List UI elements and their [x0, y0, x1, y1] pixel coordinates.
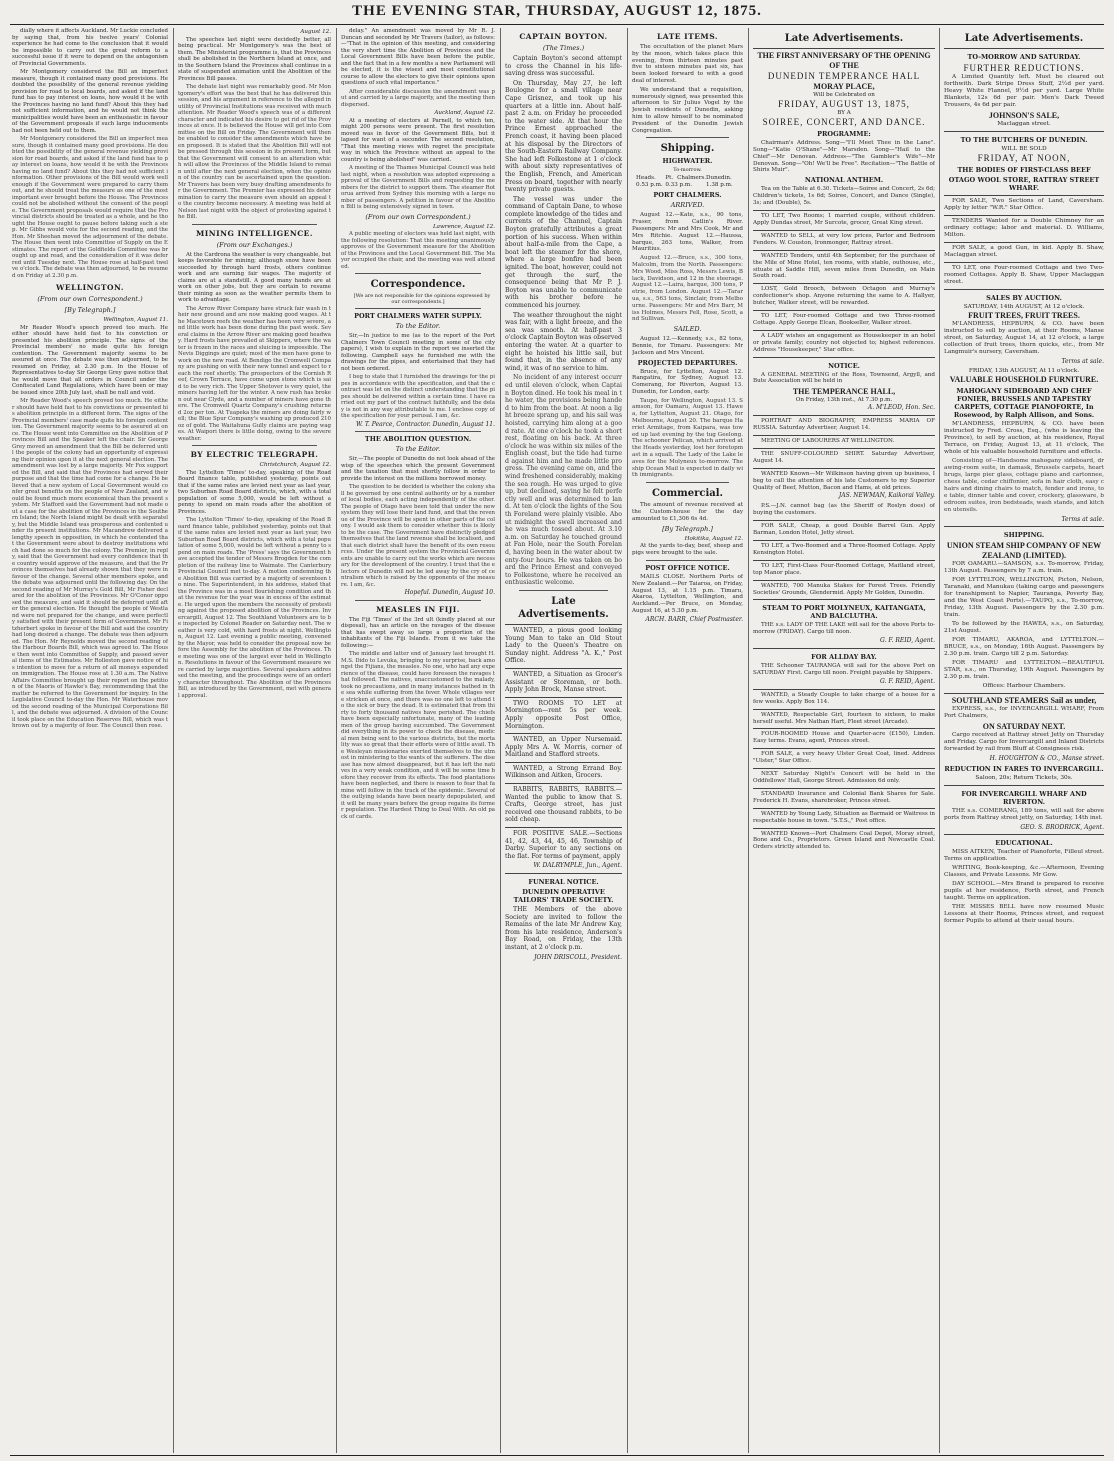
ad-text: WANTED to SELL, at very low prices, Parlor and Bedroom Fenders. W. Couston, Ironmonger, Rattray street. [753, 232, 935, 246]
shipping-text: August 12.—Kennedy, s.s., 82 tons, Bennie, for Timaru. Passengers: Mr Jackson and Mrs Vincent. [632, 336, 743, 356]
ad-text: STANDARD Insurance and Colonial Bank Shares for Sale. Frederick H. Evans, sharebroker, Princes street. [753, 790, 935, 804]
ad-text: TO LET, First-Class Four-Roomed Cottage, Maitland street, top Manor place. [753, 562, 935, 576]
highwater-heads: Heads. 0.53 p.m. [636, 175, 663, 189]
article-text: The vessel was under the command of Captain Dane, to whose complete knowledge of the tides and currents of the Channel, Captain Boyton gratefully attributes a great portion of his success. When within about half-a-mile from the Cape, a boat left the steamer for the shore, where a large bonfire had been ignited. The boat, however, could not get through the surf, the consequence being that Mr P. J. Boyton was unable to communicate with his brother before he commenced his journey. [505, 195, 622, 309]
display-ad [753, 357, 935, 413]
ad-text: TO LET, Four-roomed Cottage and two Three-roomed Cottage. Apply George Elcan, Bookseller, Walker street. [753, 313, 935, 326]
article-text: Mr Montgomery considered the Bill an imperfect measure, though it contained many good provisions. He doubted the possibility of the general revenue yielding provision for road to local boards, and asked if the land fund has to pay interest on loans, how would it be with the Provinces having no land fund? About this they had not sufficient information, and he would not think the municipalities would have been an enthusiastic in favour of the Government proposals if such large inducements had not been held out to them. [12, 69, 168, 134]
ad-text: MISS AITKEN, Teacher of Pianoforte, Filleul street. Terms on application. [944, 849, 1104, 862]
ad-heading: SHIPPING. [1003, 531, 1045, 539]
article-filler: August 12.—Bruce, s.s., 300 tons, Malcolm, from the North. Passengers: Mrs Wood, Miss Ross, Messrs Lewis, Black, Davidson, and 12 in the steerage. August 12.—Laira, barque, 300 tons, Petrie, from London. August 12.—Tararua, s.s., 563 tons, Sinclair, from Melbourne. Passengers: Mr and Mrs Barr, Miss Holmes, Messrs Fell, Rose, Scott, and Sullivan. [632, 255, 743, 323]
ad-text: Will be Celebrated on [813, 92, 875, 98]
article-text: The speeches last night were decidedly better, all being practical. Mr Montgomery's was the best of them. The Ministerial programme is, that the Provinces shall be abolished in the Northern Island at once, and in the Southern Island the Provinces shall continue in a state of suspended animation until the Abolition of the Provinces Bill passes. [178, 36, 331, 82]
classified-ad [753, 310, 935, 327]
section-heading: PORT CHALMERS WATER SUPPLY. [354, 312, 482, 320]
classified-ad [944, 215, 1104, 239]
classified-ad [753, 560, 935, 577]
ad-heading: UNION STEAM SHIP COMPANY OF NEW ZEALAND (LIMITED). [946, 541, 1102, 560]
subsection-label: SAILED. [673, 325, 702, 334]
divider [355, 600, 481, 601]
display-ad [753, 648, 935, 686]
section-heading: Correspondence. [370, 279, 466, 290]
classified-ad [753, 468, 935, 517]
subsection-label: ARRIVED. [670, 201, 705, 210]
article-filler: A meeting of the Thames Municipal Council was held last night, when a resolution was adopted expressing approval of the Government Bills and requesting the members for the district to support them. The steamer Rotorua arrived from Sydney this morning with a large number of passengers. A petition in favour of the Abolition Bill is being extensively signed in town. [341, 165, 495, 210]
ad-text: THE SNUFF-COLOURED SHIRT. Saturday Advertiser, August 14. [753, 450, 935, 464]
letter-signature: W. T. Pearce, Contractor. Dunedin, August 11. [355, 420, 495, 428]
subsection-heading: PORT CHALMERS. [653, 191, 722, 200]
section-subheading: (From our own Correspondent.) [37, 295, 143, 303]
ad-heading: THE BODIES OF FIRST-CLASS BEEF [957, 166, 1091, 174]
classified-ad [505, 668, 622, 694]
ad-text: Cargo received at Rattray street Jetty on Thursday and Friday. Cargo for Invercargill and Inland Districts forwarded by rail from Bluff at Consignees risk. [944, 732, 1104, 752]
ad-text: FRIDAY, 13th AUGUST, At 11 o'clock. [968, 368, 1080, 374]
column-7 [944, 28, 1104, 1453]
subsection-heading: HIGHWATER. [662, 157, 713, 166]
ad-heading: FUNERAL NOTICE. [528, 878, 599, 886]
ad-text: WANTED Known—Port Chalmers Coal Depot, Moray street, Bone and Co., Proprietors. Green Island and Newcastle Coal. Orders strictly attended to. [753, 830, 935, 851]
ad-text: WANTED, a Steady Couple to take charge of a house for a few weeks. Apply Box 114. [753, 691, 935, 705]
masthead-title: THE EVENING STAR, THURSDAY, AUGUST 12, 1875. [352, 3, 762, 19]
classified-ad [753, 520, 935, 537]
ad-text: FOR SALE, Two Sections of Land, Caversham. Apply by letter "W.R." Star Office. [944, 198, 1104, 211]
classified-ad [753, 210, 935, 227]
section-heading: MINING INTELLIGENCE. [195, 228, 314, 238]
dateline: Wellington, August 11. [103, 317, 168, 323]
classified-ad [753, 709, 935, 726]
ad-text: TO LET, a Two-Roomed and a Three-Roomed Cottage. Apply Kensington Hotel. [753, 542, 935, 556]
ad-text: LOST, Gold Brooch, between Octagon and Murray's confectioner's shop. Anyone returning the same to A. Hallyer, butcher, Walker street, will be rewarded. [753, 286, 935, 307]
display-ad [944, 834, 1104, 925]
article-text: Sir,—In justice to me (as to the report of the Port Chalmers Town Council meeting in some of the city papers), I wish to explain in the report we inserted the following. Campbell says he furnished me with the drawings for the pipes, and entertained that they had not been ordered. [341, 333, 495, 372]
ad-signature: GEO. S. BRODRICK, Agent. [1020, 824, 1104, 831]
dateline: August 12. [300, 29, 331, 35]
subsection-label: [By Telegraph.] [662, 524, 713, 533]
ad-heading: DUNEDIN TEMPERANCE HALL [767, 71, 921, 81]
ad-text: P.S.—J.N. cannot bag (as the Sheriff of Roslyn does) of buying the customers. [753, 503, 935, 517]
ad-text: WANTED, a Situation as Grocer's Assistant or Storeman, or both. Apply John Brock, Manse street. [505, 670, 622, 694]
ad-text: WANTED, 700 Manuka Stakes for Forest Trees. Friendly Societies' Grounds, Glendermid. Apply Mr Golden, Dunedin. [753, 582, 935, 596]
column-divider [500, 28, 501, 1453]
ad-signature: Terms at sale. [1061, 516, 1104, 523]
editorial-note: [We are not responsible for the opinions expressed by our correspondents.] [353, 293, 491, 305]
ad-heading: ON SATURDAY NEXT. [982, 722, 1066, 731]
ad-heading: EDUCATIONAL. [995, 839, 1053, 847]
ad-text: WANTED, a Strong Errand Boy. Wilkinson and Aitken, Grocers. [505, 764, 622, 780]
ad-heading: OTAGO WOOL STORE, RATTRAY STREET WHARF. [948, 176, 1100, 192]
column-6 [753, 28, 935, 1453]
article-text: dially where it affects Auckland. Mr Luckie concluded by saying that, from his twelve years' Colonial experience he had come to the conclusion that it would be impossible to carry out the great reform to a successful issue if it were to depend on the antagonism of Provincial Governments. [12, 28, 168, 67]
article-text: We understand that a requisition, numerously signed, was presented this afternoon to Sir Julius Vogel by the Jewish residents of Dunedin, asking him to allow himself to be nominated President of the Dunedin Jewish Congregation. [632, 86, 743, 134]
ad-heading: SALES BY AUCTION. [986, 294, 1062, 302]
section-subheading: (From our Exchanges.) [216, 240, 293, 249]
classified-ad [753, 250, 935, 281]
ad-text: THE Members of the above Society are invited to follow the Remains of the late Mr Andrew Kay, from his late residence, Anderson's Bay Road, on Friday, the 13th instant, at 2 o'clock p.m. [505, 906, 622, 951]
ad-text: FOR TIMARU and LYTTELTON.—BEAUTIFUL STAR, s.s., on Thursday, 19th August. Passengers by 2.30 p.m. train. [944, 660, 1104, 680]
ad-heading: MORAY PLACE, [813, 82, 875, 91]
article-text: The Lyttelton 'Times' to-day, speaking of the Road Board finance table, published yesterday, points out that if the same rates are levied next year as last year, two Suburban Road Board districts, which, with a total population of some 5,000, would be left without a penny to spend on main roads after the abolition of Provinces. [178, 469, 331, 515]
divider [192, 224, 317, 225]
divider [646, 137, 729, 138]
classified-ad [753, 828, 935, 852]
highwater-port: Pt. Chalmers. 0.33 p.m. [665, 175, 707, 189]
section-subheading: [By Telegraph.] [64, 306, 116, 314]
section-subheading: To the Editor. [395, 322, 441, 330]
display-ad [944, 289, 1104, 523]
ad-text: Maclaggan street. [997, 121, 1051, 127]
masthead [0, 0, 1114, 22]
classified-ad [753, 728, 935, 745]
ad-subheading: PROGRAMME: [817, 129, 871, 138]
footer-rule [10, 1455, 1104, 1456]
ad-text: WANTED, Respectable Girl, fourteen to sixteen, to make herself useful. Mrs Nathan Hart, Fleet street (Arcade). [753, 711, 935, 725]
article-filler: I beg to state that I furnished the drawings for the pipes in accordance with the specification, and that the contract was let on the distinct understanding that the pipes should be delivered within a certain time. I have carried out my part of the contract faithfully, and the delay is not in any way attributable to me. I enclose copy of the specification for your perusal. I am, &c. [341, 374, 495, 419]
classified-ad [753, 748, 935, 765]
ad-text: TENDERS Wanted for a Double Chimney for an ordinary cottage; labor and material. D. Williams, Milton. [944, 218, 1104, 238]
ad-signature: A. M'LEOD, Hon. Sec. [867, 404, 935, 412]
masthead-rule [10, 24, 1104, 25]
ad-text: DAY SCHOOL.—Mrs Brand is prepared to receive pupils at her residence, Forth street, and French taught. Terms on application. [944, 881, 1104, 901]
classified-ad [753, 580, 935, 597]
ad-heading: FRUIT TREES, FRUIT TREES. [968, 311, 1080, 320]
divider [355, 308, 481, 309]
ad-heading: FOR INVERCARGILL WHARF AND RIVERTON. [961, 790, 1087, 806]
ad-text: THE s.s. COMERANG, 189 tons, will sail for above ports from Rattray street jetty, on Saturday, 14th inst. [944, 808, 1104, 821]
article-filler: Consisting of—Handsome mahogany sideboard, drawing-room suite, in damask, Brussels carpets, hearthrugs, large pier glass, cottage piano and cartonnee, chess table, cedar chiffonier, sofa in hair cloth, easy chairs and dining chairs to match, fender and irons, toe table, dinner table and cover, crockery, glassware, bedroom suites, iron bedsteads, wash stands, and kitchen utensils. [944, 458, 1104, 513]
subsection-heading: POST OFFICE NOTICE. [645, 564, 730, 573]
classified-ad [753, 788, 935, 805]
classified-ad [944, 195, 1104, 212]
ad-text: M'LANDRESS, HEPBURN, & CO. have been instructed by Fred. Cross, Esq., (who is leaving the Province), to sell by auction, at his residence, Royal Terrace, on Friday, August 13, at 11 o'clock, The whole of his valuable household furniture and effects. [944, 421, 1104, 455]
ad-text: THE s.s. LADY OF THE LAKE will sail for the above Ports to-morrow (FRIDAY). Cargo till noon. [753, 622, 935, 636]
ad-text: WILL BE SOLD [1001, 146, 1047, 152]
classified-ad [505, 827, 622, 870]
classified-ad [505, 762, 622, 780]
article-filler: Mr Montgomery considered the Bill an imperfect measure, though it contained many good provisions. He doubted the possibility of the general revenue yielding provision for road boards, and asked if the land fund has to pay interest on loans, how would it be with the Provinces having no land fund? About this they had not sufficient information. Other provisions of the Bill would work well enough if the Government were prepared to carry them out, and he should treat the measure as one of the most important ever brought before the House. The Provinces could not be abolished without the consent of the people. The Government proposals would require that the Provincial districts should be treated as a whole, and he thought the House ought to pause before taking such a step. Mr Gibbs would vote for the second reading, and the Hon. Mr Sheehan moved the adjournment of the debate. The House then went into Committee of Supply on the Estimates. The report of the Goldfields Committee was brought up and read, and the consideration of it was deferred until Tuesday next. The House rose at half-past twelve o'clock. The debate was then adjourned, to be resumed on Friday at 2.30 p.m. [12, 136, 168, 279]
section-heading: Late Advertisements. [784, 33, 904, 44]
ad-heading: TO THE BUTCHERS OF DUNEDIN. [960, 136, 1088, 144]
section-heading: WELLINGTON. [55, 283, 125, 292]
article-text: The weather throughout the night was fair, with a light breeze, and the sea was smooth. At half-past 3 o'clock Captain Boyton was observed entering the water. At a quarter to eight he hoisted his little sail, but found that, in the absence of any wind, it was of no service to him. [505, 311, 622, 372]
ad-heading: MAHOGANY SIDEBOARD AND CHEF FONIER, BRUSSELS AND TAPESTRY CARPETS, COTTAGE PIANOFORTE, In Rosewood, by Ralph Allison, and Sons. [953, 387, 1095, 419]
post-signature: ARCH. BARR, Chief Postmaster. [645, 615, 743, 623]
column-divider [627, 28, 628, 1453]
ad-text: TO LET, one Four-roomed Cottage and two Two-roomed Cottages. Apply B. Shaw, Upper Maclaggan street. [944, 265, 1104, 285]
section-heading: MEASLES IN FIJI. [376, 604, 460, 614]
classified-ad [505, 624, 622, 665]
classified-ad [753, 448, 935, 465]
ad-text: FOUR-ROOMED House and Quarter-acre (£150), Linden. Easy terms. Evans, agent, Princes street. [753, 731, 935, 745]
divider [646, 560, 729, 561]
ad-heading: NOTICE. [828, 361, 860, 370]
ad-heading: THE TEMPERANCE HALL, [792, 387, 896, 397]
ad-text: FOR SALE, Cheap, a good Double Barrel Gun. Apply Barman, London Hotel, Jetty street. [753, 523, 935, 537]
section-subheading: (From our own Correspondent.) [365, 212, 471, 221]
ad-heading: STEAM TO PORT MOLYNEUX, KAITANGATA, AND BALCLUTHA. [762, 604, 926, 621]
divider [355, 273, 481, 274]
ad-text: WANTED, an Upper Nursemaid. Apply Mrs A. W. Morris, corner of Maitland and Stafford streets. [505, 736, 622, 759]
section-heading: LATE ITEMS. [657, 32, 718, 41]
ad-text: WANTED, a pious good looking Young Man to take an Old Stout Lady to the Queen's Theatre on Sunday night. Address "A. K.," Post Office. [505, 626, 622, 665]
ad-text: To be followed by the HAWEA, s.s., on Saturday, 21st August. [944, 621, 1104, 634]
commercial-text: The amount of revenue received at the Custom-house for the day amounted to £1,306 6s 4d. [632, 502, 743, 522]
classified-ad [753, 230, 935, 247]
classified-ad [753, 540, 935, 557]
classified-ad [505, 697, 622, 730]
dateline: Hokitika, August 12. [684, 535, 743, 542]
ad-text: MEETING OF LABOURERS AT WELLINGTON. [761, 438, 895, 444]
section-heading: BY ELECTRIC TELEGRAPH. [190, 450, 319, 459]
classified-ad [505, 873, 622, 961]
column-divider [748, 28, 749, 1453]
ad-text: FOR SALE, a good Gun, in kid. Apply B. Shaw, Maclaggan street. [944, 245, 1104, 258]
article-filler: Taupo, for Wellington, August 13. Samson, for Oamaru, August 13. Hawea, for Lyttelton, August 21. Otago, for Melbourne, August 20. The barque Harriet Armitage, from Kaipara, was towed up last evening by the tug Geelong. The schooner Pelican, which arrived at the Heads yesterday, lost her foretopmast in a squall. The Lady of the Lake leaves for the Molyneux to-morrow. The ship Ocean Mail is expected in daily with immigrants. [632, 397, 743, 479]
ad-heading: SOUTHLAND STEAMERS Sail as under, [951, 696, 1097, 705]
article-filler: The Arrow River Company have struck fair wash in their new ground and are now making good wages. At the Macetown reefs the weather has been very severe, and little work has been done during the past week. Several claims in the Arrow River are making good headway. Hard frosts have prevailed at Skippers, where the water is frozen in the races and sluicing is impossible. The Nevis Diggings are quiet; most of the men have gone to work on the new road. At Bendigo the Cromwell Company are pushing on with their new tunnel and expect to reach the reef shortly. The prospectors of the Cornish Reef, Crown Terrace, have come upon stone which is said to be very rich. The Upper Shotover is very quiet, the miners having left for the winter. A new rush has broken out near Clyde, and a number of miners have gone there. The Cromwell Quartz Company's crushing returned 2oz per ton. At Tuapeka the miners are doing fairly well; the Blue Spur Company's washing up produced 210oz of gold. The Waitahuna Gully claims are paying wages. At Waipori there is little doing, owing to the severe weather. [178, 305, 331, 442]
article-filler: After considerable discussion the amendment was put and carried by a large majority, and the meeting then dispersed. [341, 88, 495, 108]
article-text: The Fiji 'Times' of the 3rd ult (kindly placed at our disposal), has an article on the ravages of the disease that has swept away so large a proportion of the inhabitants of the Fiji Islands. From it we take the following:— [341, 616, 495, 649]
ad-signature: W. DALRYMPLE, Jun., Agent. [533, 862, 622, 870]
post-text: MAILS CLOSE. Northern Ports of New Zealand.—Per Taiaroa, on Friday, August 13, at 1.15 p.m. Timaru, Akaroa, Lyttelton, Wellington, and Auckland.—Per Bruce, on Monday, August 16, at 5.30 p.m. [632, 574, 743, 615]
ad-subheading: NATIONAL ANTHEM. [804, 176, 884, 185]
article-filler: No incident of any interest occurred until eleven o'clock, when Captain Boyton dined. He took his meal in the water, the provisions being handed to him from the boat. At noon a light breeze sprang up, and his sail was hoisted, carrying him along at a good rate. At one o'clock he took a short rest, floating on his back. At three o'clock he was within six miles of the English coast, but the tide had turned against him and he made little progress. The evening came on, and the wind freshened considerably, making the sea rough. He was urged to give up, but declined, saying he felt perfectly well and was determined to land. At ten o'clock the lights of the South Foreland were plainly visible. About midnight the swell increased and he was much tossed about. At 3.10 a.m. on Saturday he touched ground at Fan Hole, near the South Foreland, having been in the water about twenty-four hours. He was taken on board the Prince Ernest and conveyed to Folkestone, where he received an enthusiastic welcome. [505, 374, 622, 587]
dateline: Lawrence, August 12. [432, 223, 495, 230]
classified-ad [753, 768, 935, 785]
classified-ad [944, 242, 1104, 259]
article-text: The occultation of the planet Mars by the moon, which takes place this evening, from thirteen minutes past five to sixteen minutes past six, has been looked forward to with a good deal of interest. [632, 44, 743, 84]
article-filler: The question to be decided is whether the colony shall be governed by one central authority or by a number of local bodies, each acting independently of the other. The people of Otago have been told that under the new system they will lose their land fund, and that the revenue of the Province will be spent in other parts of the colony. I would ask them to consider whether this is likely to be the case. The Government have distinctly pledged themselves that the land revenue shall be localised, and that each district shall have the benefit of its own resources. Under the present system the Provincial Governments are unable to carry out the works which are necessary for the development of the country. I trust that the electors of Dunedin will not be led away by the cry of centralism which is raised by the opponents of the measure. I am, &c. [341, 484, 495, 588]
article-text: delay." An amendment was moved by Mr R. J. Duncan and seconded by Mr Travers (tailor), as follows:—"That in the opinion of this meeting, and considering the very short time the Abolition of Provinces and the Local Government Bills have been before the public, and the fact that in a few months a new Parliament will be elected, it is the wisest and most constitutional course to allow the electors to give their opinions upon questions of such vital importance." [341, 28, 495, 86]
divider [646, 482, 729, 483]
ad-heading: DUNEDIN OPERATIVE TAILORS' TRADE SOCIETY. [513, 888, 614, 904]
ad-text: THE MISSES BELL have now resumed Music Lessons at their Rooms, Princes street, and request former Pupils to attend at their usual hours. [944, 904, 1104, 924]
ad-text: M'LANDRESS, HEPBURN, & CO. have been instructed to sell by auction, at their Rooms, Manse street, on Saturday, August 14, at 12 o'clock, a large collection of fruit trees, thorn quicks, etc., from Mr Langmuir's nursery, Caversham. [944, 321, 1104, 355]
ad-heading: VALUABLE HOUSEHOLD FURNITURE. [949, 375, 1099, 384]
shipping-text: August 12.—Kate, s.s., 90 tons, Fraser, from Catlin's River. Passengers: Mr and Mrs Cook, Mr and Mrs Ritchie. August 12.—Haussa, barque, 263 tons, Walker, from Mauritius. [632, 212, 743, 253]
ad-text: SATURDAY, 14th AUGUST, At 12 o'clock. [963, 304, 1085, 310]
display-ad [944, 526, 1104, 690]
article-filler: The Lyttelton 'Times' to-day, speaking of the Road Board finance table, published yesterday, points out that if the same rates are levied next year as last year, two Suburban Road Board districts, which with a total population of some 5,000, would be left without a penny to spend on main roads. The 'Press' says the Government have accepted the tender of Messrs Brogden for the completion of the railway line to Waimate. The Canterbury Provincial Council met to-day. A motion condemning the Abolition Bill was carried by a majority of seventeen to nine. The Superintendent, in his address, stated that the Province was in a most flourishing condition and that the revenue for the year was in excess of the estimate. He urged upon the members the necessity of protesting against the proposed abolition of the Provinces. Invercargill, August 12. The Southland Volunteers are to be inspected by Colonel Reader on Saturday next. The weather is very cold, with hard frosts at night. Wellington, August 12. Last evening a public meeting, convened by the Mayor, was held to consider the proposal now before the Assembly for the abolition of the Provinces. The meeting was one of the largest ever held in Wellington. Resolutions in favour of the Government measure were carried by large majorities. Several speakers addressed the meeting, and the proceedings were of an orderly character throughout. The Abolition of the Provinces Bill, as introduced by the Government, met with general approval. [178, 517, 331, 699]
subsection-heading: PROJECTED DEPARTURES. [637, 358, 738, 367]
article-filler: A public meeting of electors was held last night, with the following resolution: That this meeting unanimously approves of the Government measure for the Abolition of the Provinces and the Local Government Bill. The Mayor occupied the chair, and the meeting was well attended. [341, 231, 495, 270]
column-3 [341, 28, 495, 1453]
ad-text: FOR SALE, a very heavy Ulster Great Coat, lined. Address "Ulster," Star Office. [753, 751, 935, 765]
ad-signature: G. F. REID, Agent. [879, 637, 935, 645]
section-heading: Commercial. [651, 488, 724, 500]
section-subheading: (The Times.) [542, 44, 585, 52]
dateline: Auckland, August 12. [434, 110, 495, 116]
column-divider [336, 28, 337, 1453]
classified-ad [753, 283, 935, 307]
dateline: Christchurch, August 12. [259, 462, 331, 468]
classified-ad [753, 808, 935, 825]
highwater-table [636, 175, 739, 189]
section-heading: Late Advertisements. [964, 33, 1084, 44]
ad-text: A LADY wishes an engagement as Housekeeper in an hotel or private family; country not objected to; highest references. Address "Housekeeper," Star office. [753, 332, 935, 353]
ad-signature: Terms at sale. [1061, 358, 1104, 365]
ad-text: Tea on the Table at 6.30. Tickets—Soiree and Concert, 2s 6d; Children's tickets, 1s 6d; Soiree, Concert, and Dance (Single), 3s; and (Double), 5s. [753, 186, 935, 207]
classified-ad [505, 733, 622, 759]
ad-text: EXPRESS, s.s., for INVERCARGILL WHARF, From Port Chalmers, [944, 706, 1104, 719]
column-5 [632, 28, 743, 1453]
divider [355, 431, 481, 432]
classified-ad [753, 689, 935, 706]
article-text: Captain Boyton's second attempt to cross the Channel in his life-saving dress was successful. [505, 55, 622, 78]
ad-text: FOR TIMARU, AKAROA, and LYTTELTON.—BRUCE, s.s., on Monday, 16th August. Passengers by 2.30 p.m. train. Cargo till 2 p.m. Saturday. [944, 637, 1104, 657]
column-1 [12, 28, 168, 1453]
display-ad [944, 48, 1104, 128]
section-heading: Shipping. [660, 143, 715, 155]
classified-ad [753, 435, 935, 445]
classified-ad [753, 330, 935, 354]
ad-text: THE Schooner TAURANGA will sail for the above Port on SATURDAY First. Cargo till noon. Freight payable by Shippers. [753, 663, 935, 677]
ad-heading: REDUCTION IN FARES TO INVERCARGILL. [944, 765, 1104, 773]
column-2 [178, 28, 331, 1453]
display-ad [753, 48, 935, 207]
ad-text: Chairman's Address. Song—"I'll Meet Thee in the Lane". Song—"Katie O'Shane"—Mr Marsden. Song—"Hail to the Chief"—Mr Denovan. Address—"The Gambler's Wife"—Mr Denovan. Song—"Oh! We'll be Free". Recitation—"The Battle of Shiris Muir". [753, 139, 935, 174]
divider [519, 590, 608, 591]
ad-text: A GENERAL MEETING of the Ross, Townsend, Argyll, and Bute Association will be held in [753, 371, 935, 385]
section-subheading: To the Editor. [395, 445, 441, 453]
highwater-dunedin: Dunedin. 1.38 p.m. [706, 175, 733, 189]
article-filler: Mr Reader Wood's speech proved too much. He either should have held fast to his convictions or presented his abolition principle in a different form. The signs of the Provincial members' case made quite his foreign contention. The Government majority seems to be assured at once. The House went into Committee on the Abolition of Provinces Bill and the Speaker left the chair. Sir George Grey moved an amendment that the Bill be deferred until the people of the colony had an opportunity of expressing their opinion upon it at the next general election. The amendment was lost by a large majority. Mr Fox supported the Bill, and said that the Provinces had served their purpose and that the time had come for a change. He believed that a new system of Local Government would confer great benefits on the people of New Zealand, and would be found much more economical than the present system. Mr Stafford said the Government had not made out a case for the abolition of the Provinces in the Southern Island; the North Island might be dealt with separately, but the Middle Island was prosperous and contented under its present institutions. Mr Macandrew delivered a lengthy speech in opposition, in which he contended that the Government were about to destroy institutions which had done so much for the colony. The Premier, in reply, said that the Government had every confidence that the country would approve of the measure, and that the Provinces themselves had already shown that they were in favour of the change. Several other members spoke, and the debate was adjourned until the following day. On the second reading of Mr Murray's Gold Bill, Mr Fisher declared for the abolition of the Provinces. Mr O'Conor opposed the measure, and said it should be deferred until after the general election. He thought the people of Westland were not prepared for the change, and were perfectly satisfied with their present form of Government. Mr Fitzherbert spoke in favour of the Bill and said the country had long desired a change. The debate was then adjourned. The Hon. Mr Reynolds moved the second reading of the Harbour Boards Bill, which was agreed to. The House then went into Committee of Supply, and passed several items of the Estimates. Mr Rolleston gave notice of his intention to move for a return of all moneys expended on immigration. The House rose at 1.30 a.m. The Native Affairs Committee brought up their report on the petition of the Maoris of Hawke's Bay, recommending that the matter be referred to the Government for inquiry. In the Legislative Council to-day the Hon. Mr Waterhouse moved the second reading of the Municipal Corporations Bill, and the debate was adjourned. A division of the Council took place on the Education Reserves Bill, which was thrown out by a majority of four. The Council then rose. [12, 398, 168, 729]
section-heading: Late Advertisements. [518, 595, 609, 620]
highwater-day: To-morrow. [673, 167, 702, 174]
ad-text: WANTED by Young Lady, Situation as Barmaid or Waitress in respectable house in town. "S.T.S.," Post office. [753, 810, 935, 824]
commercial-text: At the yards to-day, beef, sheep and pigs were brought to the sale. [632, 543, 743, 557]
ad-heading: FOR ALLDAY BAY. [811, 653, 877, 662]
ad-heading: FRIDAY, AT NOON, [977, 153, 1071, 163]
ad-signature: JAS. NEWMAN, Kaikorai Valley. [838, 492, 935, 500]
article-filler: The middle and latter end of January last brought H.M.S. Dido to Levuka, bringing to my surprise, back amongst the Fijians, the measles. No one, who had any experience of the disease, could have foreseen the ravages that followed. The natives, unaccustomed to the malady, took no precautions, and in many instances bathed in the sea while suffering from the fever. Whole villages were stricken at once, and there was no one left to attend to the sick or bury the dead. It is estimated that from thirty to forty thousand natives have perished. The chiefs have been especially unfortunate, many of the leading men of the group having succumbed. The Government did everything in its power to check the disease, medical men being sent to the various districts, but the mortality was so great that their efforts were of little avail. The Wesleyan missionaries exerted themselves to the utmost in ministering to the wants of the sufferers. The disease has now almost disappeared, but it has left the natives in a very weak condition, and it will be some time before they recover from its effects. The food plantations have been neglected, and there is reason to fear that famine will follow in the track of the epidemic. Several of the outlying islands have been nearly depopulated, and it will be many years before the group regains its former population. The Hardest Thing to Deal With. An old pack of cards. [341, 651, 495, 820]
ad-text: PORTRAIT AND BIOGRAPHY, EMPRESS MARIA OF RUSSIA. Saturday Advertiser, August 14. [753, 418, 935, 432]
divider [192, 445, 317, 446]
ad-text: FOR LYTTELTON, WELLINGTON, Picton, Nelson, Taranaki, and Manukau (taking cargo and passengers for transhipment to Napier, Tauranga, Poverty Bay, and the West Coast Ports).—TAUPO, s.s., To-morrow, Friday, 13th August. Passengers by the 2.30 p.m. train. [944, 577, 1104, 618]
ad-text: FOR POSITIVE SALE.—Sections 41, 42, 43, 44, 45, 46, Township of Darby. Superior to any sections on the flat. For terms of payment, apply [505, 830, 622, 860]
ad-heading: TO-MORROW AND SATURDAY. [967, 53, 1081, 61]
section-heading: CAPTAIN BOYTON. [519, 32, 608, 41]
column-divider [939, 28, 940, 1453]
ad-heading: THE FIRST ANNIVERSARY OF THE OPENING OF THE [757, 51, 931, 70]
column-4 [505, 28, 622, 1453]
column-divider [173, 28, 174, 1453]
ad-text: WANTED Known—Mr Wilkinson having given up business, I beg to call the attention of his late Customers to my Superior Quality of Beef, Mutton, Bacon and Hams, at old prices. [753, 470, 935, 491]
ad-text: TO LET, Two Rooms; 1 married couple, without children. Apply Dundas street, Mr Surcote, grocer, Great King street. [753, 213, 935, 226]
classified-ad [505, 783, 622, 824]
ad-text: BY A [837, 109, 851, 116]
ad-text: A Limited Quantity left. Must be cleared out forthwith. Dark Stripe Dress Stuff, 2½d per yard. Heavy White Flannel, 9½d per yard. Large White Blankets, 12s 6d per pair. Men's Dark Tweed Trousers, 4s 6d per pair. [944, 74, 1104, 108]
ad-heading: FURTHER REDUCTIONS. [963, 63, 1085, 73]
letter-signature: Hopeful. Dunedin, August 10. [404, 589, 495, 596]
article-text: At the Cardrona the weather is very changeable, but keeps favorable for mining; although snow have been succeeded by through hard frosts, others continue work and are earning fair wages. The majority of claims are at a standstill. A good many hands are at work on other jobs, but they are certain to resume their mining as soon as the weather permits them to work to advantage. [178, 251, 331, 303]
article-filler: The debate last night was remarkably good. Mr Montgomery's effort was the best that he has delivered this session, and his argument in reference to the alleged inutility of Provincial Institutions was received with much attention. Mr Reader Wood's speech was of a different character and indicated his desire to get rid of the Provinces at once. It is believed the House will get into Committee on the Bill on Friday. The Government will then be enabled to consider the amendments which have been proposed. It is stated that the Abolition Bill will not be pressed through this session in its present form, but that the Government will consent to an alteration which will allow the Provinces of the Middle Island to remain until after the next general election, when the opinion of the country can be ascertained upon the question. Mr Travers has been very busy drafting amendments for the Government. The Premier has expressed his determination to carry the measure even should an appeal to the country become necessary. A meeting was held at Nelson last night with the object of protesting against the Bill. [178, 84, 331, 220]
display-ad [944, 131, 1104, 192]
article-text: Sir,—The people of Dunedin do not look ahead of the wisp of the speeches which the present Government and the taxation that must shortly follow in order to provide the interest on the millions borrowed money. [341, 456, 495, 482]
classified-ad [753, 415, 935, 432]
article-text: At a meeting of electors at Parnell, to which ten, might 200 persons were present. The first resolution moved was in favor of the Government Bills, but it lapsed for want of a seconder. The second resolution, "That this meeting views with regret the precipitate way in which the Province without an appeal to the country is being abolished" was carried. [341, 117, 495, 163]
ad-heading: FRIDAY, AUGUST 13, 1875, [778, 98, 910, 109]
shipping-text: Bruce, for Lyttelton, August 12. Rangatira, for Sydney, August 13. Comerang, for Riverton, August 13. Dunedin, for London, early. [632, 368, 743, 395]
ad-text: On Friday, 13th inst., At 7.30 p.m. [795, 397, 893, 404]
ad-signature: JOHN DRISCOLL, President. [534, 953, 622, 961]
ad-text: WRITING, Book-keeping, &c.—Afternoon, Evening Classes, and Private Lessons. Mr Gow. [944, 865, 1104, 878]
ad-signature: G. F. REID, Agent. [879, 677, 935, 685]
ad-text: FOR OAMARU.—SAMSON, s.s. To-morrow, Friday, 13th August. Passengers by 7 a.m. train. [944, 561, 1104, 574]
ad-text: Offices: Harbour Chambers. [982, 683, 1066, 689]
ad-text: Saloon, 20s; Return Tickets, 30s. [975, 775, 1073, 781]
ad-signature: H. HOUGHTON & CO., Manse street. [989, 755, 1104, 762]
ad-heading: JOHNSON'S SALE, [988, 111, 1060, 120]
ad-heading: SOIREE, CONCERT, AND DANCE. [762, 116, 926, 127]
article-text: On Thursday, May 27, he left Boulogne for a small village near Cape Grisnez, and took up his quarters at a little inn. About half-past 2 a.m. on Friday he proceeded to the water side. At that hour the Prince Ernest approached the French coast, it having been placed at his disposal by the Directors of the South-Eastern Railway Company. She had left Folkestone at 1 o'clock with about sixty representatives of the English, French, and American Press on board, together with nearly twenty private guests. [505, 79, 622, 194]
article-text: Mr Reader Wood's speech proved too much. He either should have held fast to his conviction or presented his abolition principle. The signs of the Provincial members' no made quite his foreign contention. The Government majority seems to be assured at once. The debate was then adjourned, to be resumed on Friday, at 2.30 p.m. In the House of Representatives to-day Sir George Grey gave notice that he would move that all orders in Council under the Confiscated Land Regulations, which have been or may be issued since 20th July last, shall be null and void. [12, 324, 168, 396]
ad-text: TWO ROOMS TO LET at Mornington—rent 5s per week. Apply opposite Post Office, Mornington. [505, 699, 622, 730]
section-heading: THE ABOLITION QUESTION. [364, 435, 472, 443]
ad-text: RABBITS, RABBITS, RABBITS.—Wanted the public to know that S. Crafts, George street, has just received one thousand rabbits, to be sold cheap. [505, 786, 622, 824]
display-ad [944, 785, 1104, 831]
ad-text: WANTED Tenders, until 4th September, for the purchase of the Mile of Mine Hotel, ten rooms, with stable, outhouse, etc., situate at Saddle Hill, seven miles from Dunedin, on Main South road. [753, 252, 935, 280]
display-ad [944, 693, 1104, 782]
ad-text: NEXT Saturday Night's Concert will be held in the Oddfellows' Hall, George Street. Admission 6d only. [753, 771, 935, 784]
display-ad [753, 599, 935, 645]
classified-ad [944, 262, 1104, 286]
